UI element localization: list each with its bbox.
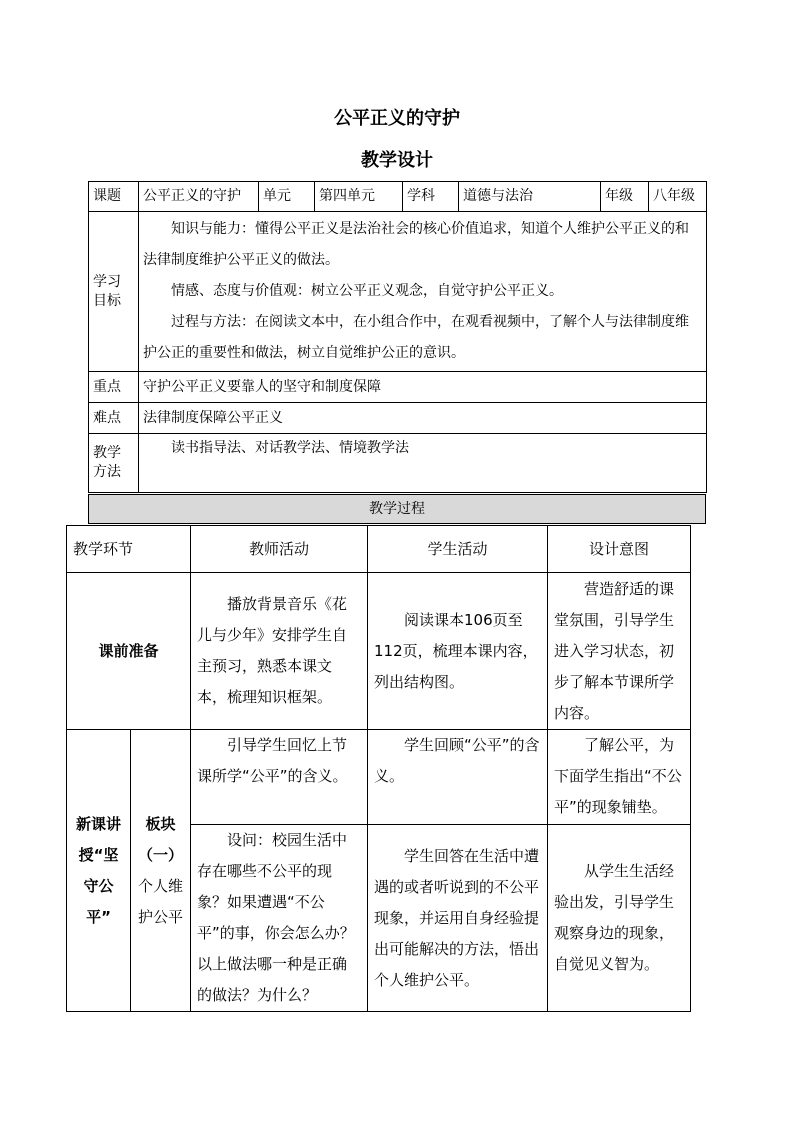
block-sublabel: 个人维护公平 — [138, 876, 184, 926]
header-student: 学生活动 — [368, 526, 548, 573]
pre-stage: 课前准备 — [67, 573, 191, 730]
topic-value: 公平正义的守护 — [139, 182, 259, 212]
header-intent: 设计意图 — [548, 526, 691, 573]
key-label: 重点 — [89, 372, 139, 403]
new-student-1: 学生回顾“公平”的含义。 — [368, 730, 548, 825]
method-value: 读书指导法、对话教学法、情境教学法 — [139, 434, 707, 493]
pre-class-row — [67, 573, 691, 730]
grade-label: 年级 — [601, 182, 649, 212]
new-intent-1: 了解公平，为下面学生指出“不公平”的现象铺垫。 — [548, 730, 691, 825]
goal-attitude: 情感、态度与价值观：树立公平正义观念，自觉守护公平正义。 — [171, 283, 563, 299]
info-row-goals — [89, 212, 707, 372]
info-row-topic — [89, 182, 707, 212]
pre-intent: 营造舒适的课堂氛围，引导学生进入学习状态，初步了解本节课所学内容。 — [548, 573, 691, 730]
goals-content — [139, 212, 707, 372]
new-teacher-1: 引导学生回忆上节课所学“公平”的含义。 — [191, 730, 368, 825]
block-cell — [131, 730, 191, 1012]
info-table — [88, 181, 707, 493]
new-teacher-2: 设问：校园生活中存在哪些不公平的现象？如果遭遇“不公平”的事，你会怎么办？以上做法哪一种是正确的做法？为什么？ — [191, 825, 368, 1012]
document-subtitle: 教学设计 — [361, 150, 433, 171]
difficult-value: 法律制度保障公平正义 — [139, 403, 707, 434]
info-row-key — [89, 372, 707, 403]
unit-label: 单元 — [259, 182, 315, 212]
process-table — [66, 525, 691, 1012]
subject-label: 学科 — [403, 182, 459, 212]
new-stage: 新课讲授“坚守公平” — [67, 730, 131, 1012]
info-row-method — [89, 434, 707, 493]
goal-process: 过程与方法：在阅读文本中，在小组合作中，在观看视频中，了解个人与法律制度维护公正的重要性和做法，树立自觉维护公正的意识。 — [143, 314, 689, 361]
new-lesson-row-1 — [67, 730, 691, 825]
subject-value: 道德与法治 — [459, 182, 601, 212]
document-title: 公平正义的守护 — [334, 108, 460, 129]
difficult-label: 难点 — [89, 403, 139, 434]
process-header-row — [67, 526, 691, 573]
new-intent-2: 从学生生活经验出发，引导学生观察身边的现象，自觉见义智为。 — [548, 825, 691, 1012]
unit-value: 第四单元 — [315, 182, 403, 212]
pre-teacher: 播放背景音乐《花儿与少年》安排学生自主预习，熟悉本课文本，梳理知识框架。 — [191, 573, 368, 730]
block-label: 板块（一） — [138, 814, 184, 864]
process-bar: 教学过程 — [88, 494, 706, 524]
topic-label: 课题 — [89, 182, 139, 212]
key-value: 守护公平正义要靠人的坚守和制度保障 — [139, 372, 707, 403]
header-stage: 教学环节 — [67, 526, 191, 573]
new-student-2: 学生回答在生活中遭遇的或者听说到的不公平现象，并运用自身经验提出可能解决的方法，悟出个人维护公平。 — [368, 825, 548, 1012]
goals-label: 学习目标 — [89, 212, 139, 372]
goal-knowledge: 知识与能力：懂得公平正义是法治社会的核心价值追求，知道个人维护公平正义的和法律制度维护公平正义的做法。 — [143, 221, 689, 268]
pre-student: 阅读课本106页至112页，梳理本课内容，列出结构图。 — [368, 573, 548, 730]
info-row-difficult — [89, 403, 707, 434]
method-label: 教学方法 — [89, 434, 139, 493]
grade-value: 八年级 — [649, 182, 707, 212]
header-teacher: 教师活动 — [191, 526, 368, 573]
